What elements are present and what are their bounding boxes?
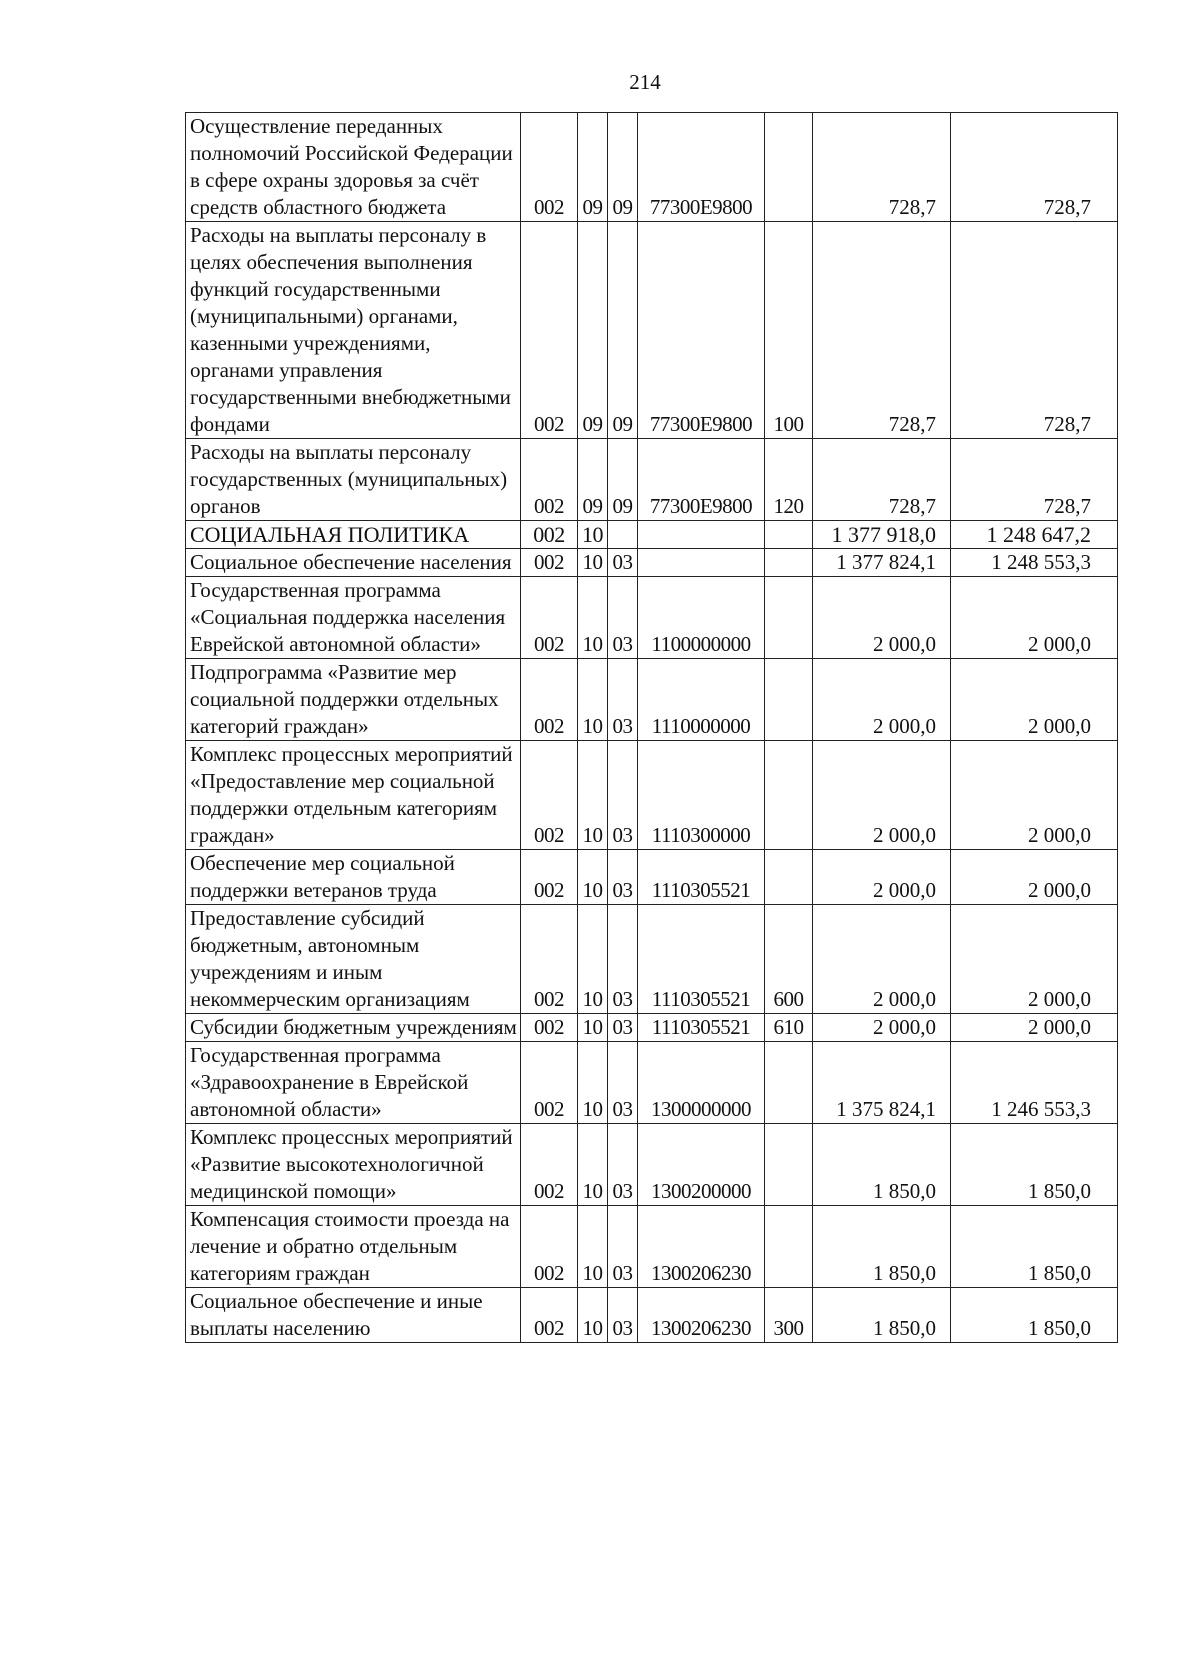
amount-year2-cell: 2 000,0 bbox=[951, 1014, 1118, 1042]
expense-name-cell: Осуществление переданных полномочий Российской Федерации в сфере охраны здоровья за счёт средств областного бюджета bbox=[186, 113, 521, 222]
ministry-code-cell: 002 bbox=[521, 439, 578, 521]
section-code-cell: 10 bbox=[578, 577, 608, 659]
table-row bbox=[186, 577, 1118, 659]
expense-type-code-cell bbox=[765, 741, 813, 850]
expense-type-code-cell bbox=[765, 1042, 813, 1124]
expense-name-cell: Предоставление субсидий бюджетным, автономным учреждениям и иным некоммерческим организациям bbox=[186, 905, 521, 1014]
ministry-code-cell: 002 bbox=[521, 222, 578, 439]
ministry-code-cell: 002 bbox=[521, 1124, 578, 1206]
ministry-code-cell: 002 bbox=[521, 741, 578, 850]
expense-type-code-cell bbox=[765, 659, 813, 741]
section-code-cell: 09 bbox=[578, 222, 608, 439]
amount-year1-cell: 1 850,0 bbox=[813, 1288, 951, 1343]
expense-type-code-cell bbox=[765, 549, 813, 577]
table-row bbox=[186, 1042, 1118, 1124]
ministry-code-cell: 002 bbox=[521, 905, 578, 1014]
target-item-code-cell: 1110305521 bbox=[638, 905, 765, 1014]
subsection-code-cell: 03 bbox=[608, 850, 638, 905]
ministry-code-cell: 002 bbox=[521, 521, 578, 549]
amount-year1-cell: 2 000,0 bbox=[813, 659, 951, 741]
section-code-cell: 09 bbox=[578, 439, 608, 521]
target-item-code-cell: 1300200000 bbox=[638, 1124, 765, 1206]
section-code-cell: 10 bbox=[578, 850, 608, 905]
subsection-code-cell: 03 bbox=[608, 1206, 638, 1288]
amount-year2-cell: 1 850,0 bbox=[951, 1124, 1118, 1206]
expense-name-cell: Компенсация стоимости проезда на лечение и обратно отдельным категориям граждан bbox=[186, 1206, 521, 1288]
amount-year2-cell: 1 850,0 bbox=[951, 1288, 1118, 1343]
page-number: 214 bbox=[629, 70, 661, 94]
amount-year2-cell: 2 000,0 bbox=[951, 741, 1118, 850]
expense-type-code-cell: 100 bbox=[765, 222, 813, 439]
amount-year2-cell: 728,7 bbox=[951, 113, 1118, 222]
target-item-code-cell: 1300000000 bbox=[638, 1042, 765, 1124]
amount-year1-cell: 728,7 bbox=[813, 222, 951, 439]
target-item-code-cell: 1110305521 bbox=[638, 1014, 765, 1042]
expense-type-code-cell bbox=[765, 113, 813, 222]
table-row bbox=[186, 659, 1118, 741]
expense-type-code-cell bbox=[765, 521, 813, 549]
amount-year1-cell: 728,7 bbox=[813, 113, 951, 222]
section-code-cell: 10 bbox=[578, 1014, 608, 1042]
section-code-cell: 10 bbox=[578, 1042, 608, 1124]
amount-year1-cell: 1 375 824,1 bbox=[813, 1042, 951, 1124]
amount-year2-cell: 1 248 553,3 bbox=[951, 549, 1118, 577]
ministry-code-cell: 002 bbox=[521, 850, 578, 905]
amount-year1-cell: 2 000,0 bbox=[813, 577, 951, 659]
amount-year2-cell: 2 000,0 bbox=[951, 905, 1118, 1014]
section-code-cell: 10 bbox=[578, 741, 608, 850]
expense-name-cell: СОЦИАЛЬНАЯ ПОЛИТИКА bbox=[186, 521, 521, 549]
subsection-code-cell: 03 bbox=[608, 549, 638, 577]
amount-year2-cell: 728,7 bbox=[951, 439, 1118, 521]
expense-name-cell: Субсидии бюджетным учреждениям bbox=[186, 1014, 521, 1042]
ministry-code-cell: 002 bbox=[521, 1288, 578, 1343]
expense-name-cell: Комплекс процессных мероприятий «Развитие высокотехнологичной медицинской помощи» bbox=[186, 1124, 521, 1206]
amount-year1-cell: 728,7 bbox=[813, 439, 951, 521]
expense-type-code-cell bbox=[765, 850, 813, 905]
amount-year2-cell: 1 850,0 bbox=[951, 1206, 1118, 1288]
target-item-code-cell bbox=[638, 549, 765, 577]
amount-year1-cell: 2 000,0 bbox=[813, 741, 951, 850]
subsection-code-cell bbox=[608, 521, 638, 549]
expense-type-code-cell: 610 bbox=[765, 1014, 813, 1042]
table-row bbox=[186, 850, 1118, 905]
amount-year1-cell: 1 377 824,1 bbox=[813, 549, 951, 577]
amount-year2-cell: 2 000,0 bbox=[951, 577, 1118, 659]
section-code-cell: 10 bbox=[578, 1288, 608, 1343]
subsection-code-cell: 03 bbox=[608, 577, 638, 659]
amount-year1-cell: 1 850,0 bbox=[813, 1124, 951, 1206]
ministry-code-cell: 002 bbox=[521, 1206, 578, 1288]
section-code-cell: 10 bbox=[578, 659, 608, 741]
amount-year2-cell: 1 246 553,3 bbox=[951, 1042, 1118, 1124]
table-row bbox=[186, 1014, 1118, 1042]
subsection-code-cell: 03 bbox=[608, 741, 638, 850]
table-row bbox=[186, 222, 1118, 439]
target-item-code-cell bbox=[638, 521, 765, 549]
target-item-code-cell: 1110000000 bbox=[638, 659, 765, 741]
expense-name-cell: Государственная программа «Здравоохранение в Еврейской автономной области» bbox=[186, 1042, 521, 1124]
ministry-code-cell: 002 bbox=[521, 1014, 578, 1042]
table-row bbox=[186, 905, 1118, 1014]
expense-type-code-cell bbox=[765, 1206, 813, 1288]
section-code-cell: 10 bbox=[578, 1206, 608, 1288]
section-code-cell: 09 bbox=[578, 113, 608, 222]
expense-type-code-cell: 300 bbox=[765, 1288, 813, 1343]
ministry-code-cell: 002 bbox=[521, 659, 578, 741]
expense-name-cell: Расходы на выплаты персоналу государственных (муниципальных) органов bbox=[186, 439, 521, 521]
ministry-code-cell: 002 bbox=[521, 1042, 578, 1124]
table-row bbox=[186, 439, 1118, 521]
budget-table bbox=[185, 112, 1118, 1343]
ministry-code-cell: 002 bbox=[521, 549, 578, 577]
expense-type-code-cell: 600 bbox=[765, 905, 813, 1014]
target-item-code-cell: 77300E9800 bbox=[638, 222, 765, 439]
amount-year1-cell: 1 850,0 bbox=[813, 1206, 951, 1288]
ministry-code-cell: 002 bbox=[521, 577, 578, 659]
table-row bbox=[186, 1288, 1118, 1343]
expense-name-cell: Социальное обеспечение и иные выплаты населению bbox=[186, 1288, 521, 1343]
expense-name-cell: Государственная программа «Социальная поддержка населения Еврейской автономной области» bbox=[186, 577, 521, 659]
amount-year2-cell: 2 000,0 bbox=[951, 850, 1118, 905]
target-item-code-cell: 1300206230 bbox=[638, 1206, 765, 1288]
expense-type-code-cell: 120 bbox=[765, 439, 813, 521]
target-item-code-cell: 1300206230 bbox=[638, 1288, 765, 1343]
table-body bbox=[186, 113, 1118, 1343]
expense-name-cell: Комплекс процессных мероприятий «Предоставление мер социальной поддержки отдельным категориям граждан» bbox=[186, 741, 521, 850]
expense-name-cell: Подпрограмма «Развитие мер социальной поддержки отдельных категорий граждан» bbox=[186, 659, 521, 741]
section-code-cell: 10 bbox=[578, 549, 608, 577]
section-code-cell: 10 bbox=[578, 521, 608, 549]
ministry-code-cell: 002 bbox=[521, 113, 578, 222]
amount-year2-cell: 1 248 647,2 bbox=[951, 521, 1118, 549]
subsection-code-cell: 03 bbox=[608, 1288, 638, 1343]
target-item-code-cell: 1110300000 bbox=[638, 741, 765, 850]
target-item-code-cell: 77300E9800 bbox=[638, 439, 765, 521]
amount-year1-cell: 2 000,0 bbox=[813, 1014, 951, 1042]
table-row bbox=[186, 741, 1118, 850]
expense-name-cell: Расходы на выплаты персоналу в целях обеспечения выполнения функций государственными (муниципальными) органами, казенными учреждениями, органами управления государственными внебюджетными фондами bbox=[186, 222, 521, 439]
subsection-code-cell: 03 bbox=[608, 659, 638, 741]
subsection-code-cell: 03 bbox=[608, 1042, 638, 1124]
table-row bbox=[186, 1206, 1118, 1288]
expense-name-cell: Социальное обеспечение населения bbox=[186, 549, 521, 577]
subsection-code-cell: 09 bbox=[608, 113, 638, 222]
amount-year1-cell: 1 377 918,0 bbox=[813, 521, 951, 549]
expense-type-code-cell bbox=[765, 1124, 813, 1206]
amount-year2-cell: 728,7 bbox=[951, 222, 1118, 439]
target-item-code-cell: 1100000000 bbox=[638, 577, 765, 659]
expense-name-cell: Обеспечение мер социальной поддержки ветеранов труда bbox=[186, 850, 521, 905]
section-code-cell: 10 bbox=[578, 905, 608, 1014]
target-item-code-cell: 77300E9800 bbox=[638, 113, 765, 222]
table-row bbox=[186, 1124, 1118, 1206]
amount-year2-cell: 2 000,0 bbox=[951, 659, 1118, 741]
expense-type-code-cell bbox=[765, 577, 813, 659]
subsection-code-cell: 03 bbox=[608, 1124, 638, 1206]
target-item-code-cell: 1110305521 bbox=[638, 850, 765, 905]
subsection-code-cell: 03 bbox=[608, 1014, 638, 1042]
subsection-code-cell: 09 bbox=[608, 222, 638, 439]
amount-year1-cell: 2 000,0 bbox=[813, 850, 951, 905]
amount-year1-cell: 2 000,0 bbox=[813, 905, 951, 1014]
section-code-cell: 10 bbox=[578, 1124, 608, 1206]
table-row bbox=[186, 113, 1118, 222]
subsection-code-cell: 03 bbox=[608, 905, 638, 1014]
table-row bbox=[186, 549, 1118, 577]
table-row bbox=[186, 521, 1118, 549]
subsection-code-cell: 09 bbox=[608, 439, 638, 521]
